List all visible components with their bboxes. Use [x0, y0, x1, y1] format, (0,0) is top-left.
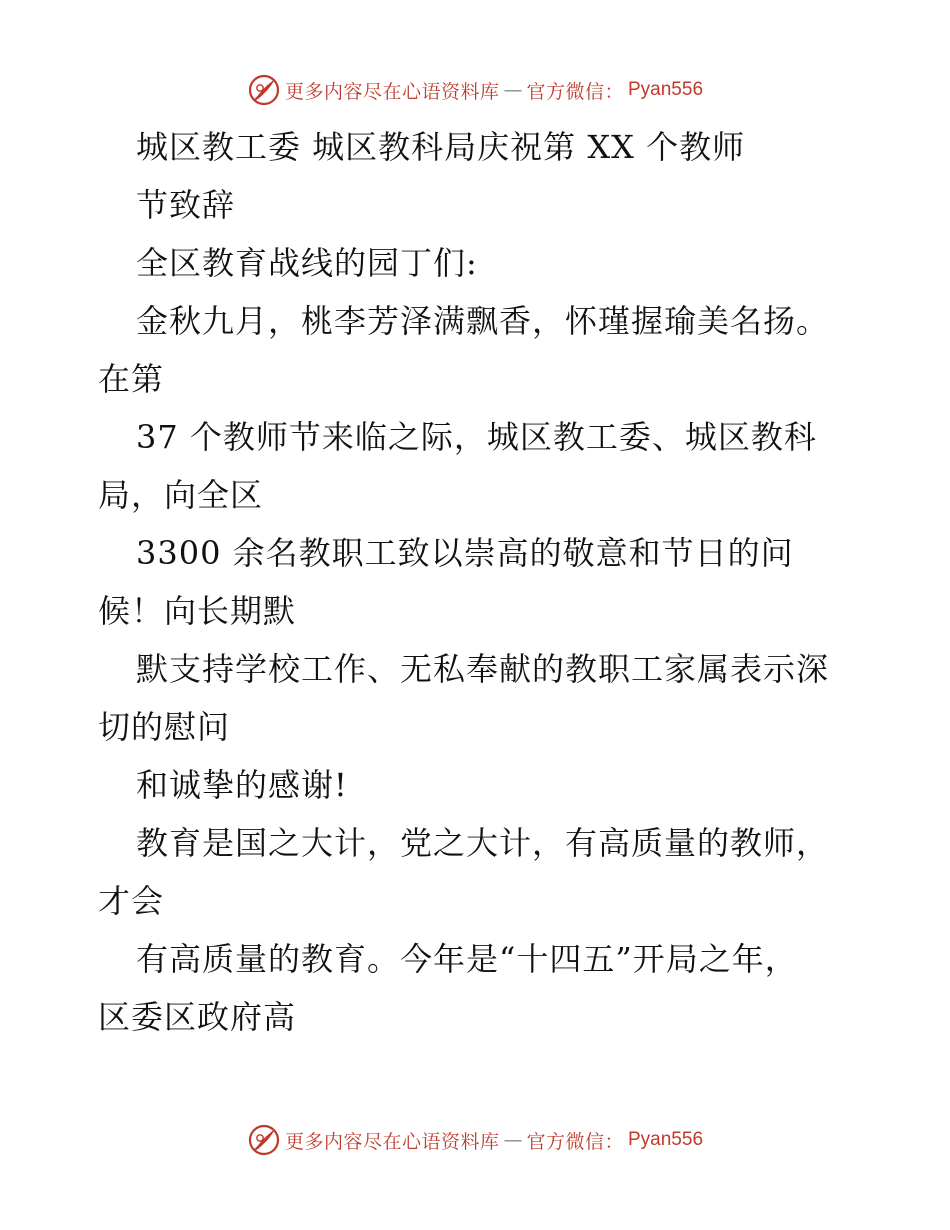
footer-banner-separator: — [503, 1129, 523, 1151]
text-line: 候！向长期默 [98, 592, 297, 630]
text-line: 3300 余名教职工致以崇高的敬意和节日的问 [136, 534, 794, 572]
text-line: 金秋九月，桃李芳泽满飘香，怀瑾握瑜美名扬。 [136, 302, 830, 340]
text-line: 教育是国之大计，党之大计，有高质量的教师， [136, 824, 830, 862]
header-banner-wechat-label: 官方微信： [526, 80, 624, 103]
footer-banner-title: 更多内容尽在心语资料库 [284, 1130, 500, 1153]
text-line: 和诚挚的感谢! [136, 766, 348, 804]
quill-logo-icon [247, 73, 281, 107]
header-banner [0, 70, 950, 110]
header-banner-separator: — [503, 79, 523, 101]
text-line: 在第 [98, 360, 165, 398]
text-line: 局，向全区 [98, 476, 264, 514]
document-body [98, 118, 898, 1046]
text-line: 默支持学校工作、无私奉献的教职工家属表示深 [136, 650, 830, 688]
document-title-line-2: 节致辞 [136, 186, 236, 224]
document-title-line-1: 城区教工委 城区教科局庆祝第 XX 个教师 [136, 128, 746, 166]
header-banner-content [247, 73, 703, 107]
text-line: 切的慰问 [98, 708, 231, 746]
text-line: 才会 [98, 882, 165, 920]
footer-banner [0, 1120, 950, 1160]
text-line: 有高质量的教育。今年是“十四五”开局之年， [136, 940, 798, 978]
header-banner-title: 更多内容尽在心语资料库 [284, 80, 500, 103]
footer-banner-wechat-id: Pyan556 [628, 1129, 704, 1150]
salutation-line: 全区教育战线的园丁们: [136, 244, 478, 282]
footer-banner-wechat-label: 官方微信： [526, 1130, 624, 1153]
footer-banner-content [247, 1123, 703, 1157]
text-line: 区委区政府高 [98, 998, 297, 1036]
text-line: 37 个教师节来临之际，城区教工委、城区教科 [136, 418, 817, 456]
quill-logo-icon [247, 1123, 281, 1157]
header-banner-wechat-id: Pyan556 [628, 79, 704, 100]
